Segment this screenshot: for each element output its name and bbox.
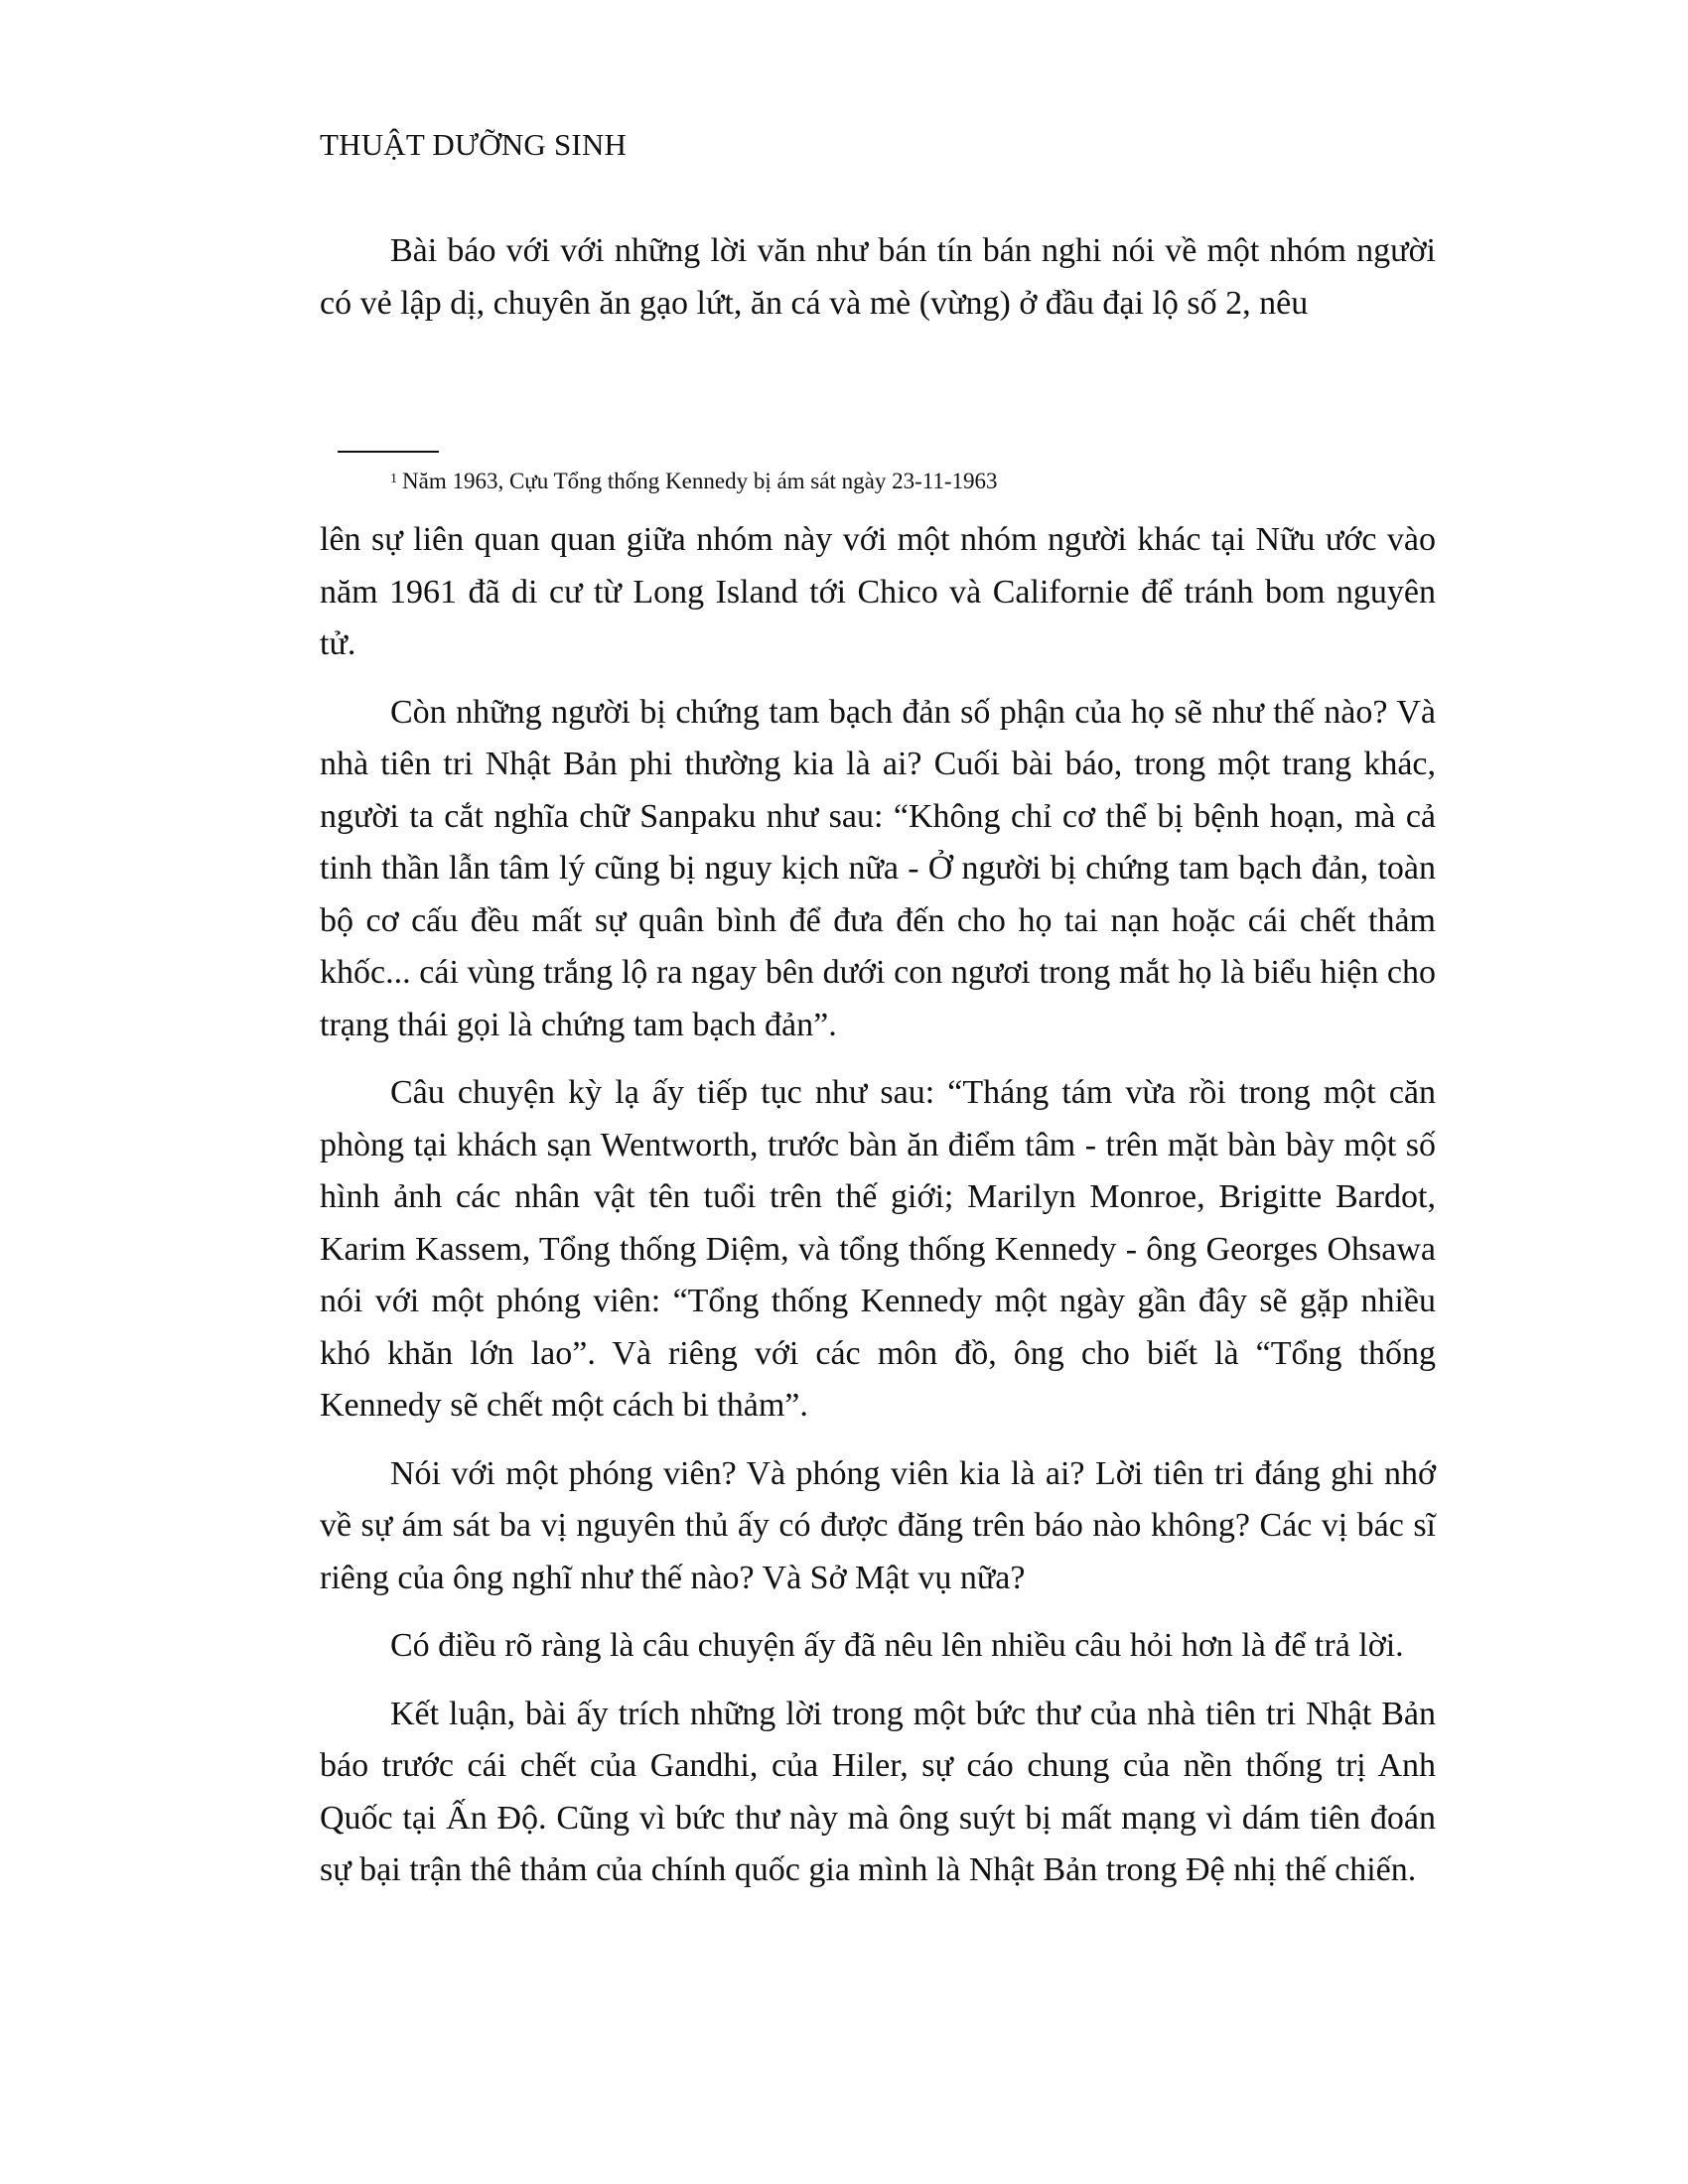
footnote-marker: 1 <box>390 472 397 486</box>
paragraph: Bài báo với với những lời văn như bán tín bán nghi nói về một nhóm người có vẻ lập dị, chuyên ăn gạo lứt, ăn cá và mè (vừng) ở đầu đại lộ số 2, nêu <box>320 232 1436 322</box>
footnote <box>390 467 998 496</box>
text-block-main <box>320 514 1436 1913</box>
paragraph: Câu chuyện kỳ lạ ấy tiếp tục như sau: “Tháng tám vừa rồi trong một căn phòng tại khách sạn Wentworth, trước bàn ăn điểm tâm - trên mặt bàn bày một số hình ảnh các nhân vật tên tuổi trên thế giới; Marilyn Monroe, Brigitte Bardot, Karim Kassem, Tổng thống Diệm, và tổng thống Kennedy - ông Georges Ohsawa nói với một phóng viên: “Tổng thống Kennedy một ngày gần đây sẽ gặp nhiều khó khăn lớn lao”. Và riêng với các môn đồ, ông cho biết là “Tổng thống Kennedy sẽ chết một cách bi thảm”. <box>320 1074 1436 1424</box>
paragraph: Còn những người bị chứng tam bạch đản số phận của họ sẽ như thế nào? Và nhà tiên tri Nhật Bản phi thường kia là ai? Cuối bài báo, trong một trang khác, người ta cắt nghĩa chữ Sanpaku như sau: “Không chỉ cơ thể bị bệnh hoạn, mà cả tinh thần lẫn tâm lý cũng bị nguy kịch nữa - Ở người bị chứng tam bạch đản, toàn bộ cơ cấu đều mất sự quân bình để đưa đến cho họ tai nạn hoặc cái chết thảm khốc... cái vùng trắng lộ ra ngay bên dưới con ngươi trong mắt họ là biểu hiện cho trạng thái gọi là chứng tam bạch đản”. <box>320 693 1436 1043</box>
running-header: THUẬT DƯỠNG SINH <box>320 127 628 162</box>
paragraph: Kết luận, bài ấy trích những lời trong một bức thư của nhà tiên tri Nhật Bản báo trước cái chết của Gandhi, của Hiler, sự cáo chung của nền thống trị Anh Quốc tại Ấn Độ. Cũng vì bức thư này mà ông suýt bị mất mạng vì dám tiên đoán sự bại trận thê thảm của chính quốc gia mình là Nhật Bản trong Đệ nhị thế chiến. <box>320 1695 1436 1888</box>
footnote-text: Năm 1963, Cựu Tổng thống Kennedy bị ám sát ngày 23-11-1963 <box>402 469 998 493</box>
paragraph-continued: lên sự liên quan quan giữa nhóm này với một nhóm người khác tại Nữu ước vào năm 1961 đã di cư từ Long Island tới Chico và Californie để tránh bom nguyên tử. <box>320 521 1436 662</box>
paragraph: Nói với một phóng viên? Và phóng viên kia là ai? Lời tiên tri đáng ghi nhớ về sự ám sát ba vị nguyên thủ ấy có được đăng trên báo nào không? Các vị bác sĩ riêng của ông nghĩ như thế nào? Và Sở Mật vụ nữa? <box>320 1454 1436 1596</box>
footnote-separator <box>338 451 439 453</box>
paragraph: Có điều rõ ràng là câu chuyện ấy đã nêu lên nhiều câu hỏi hơn là để trả lời. <box>390 1627 1404 1664</box>
text-block-top <box>320 225 1436 345</box>
